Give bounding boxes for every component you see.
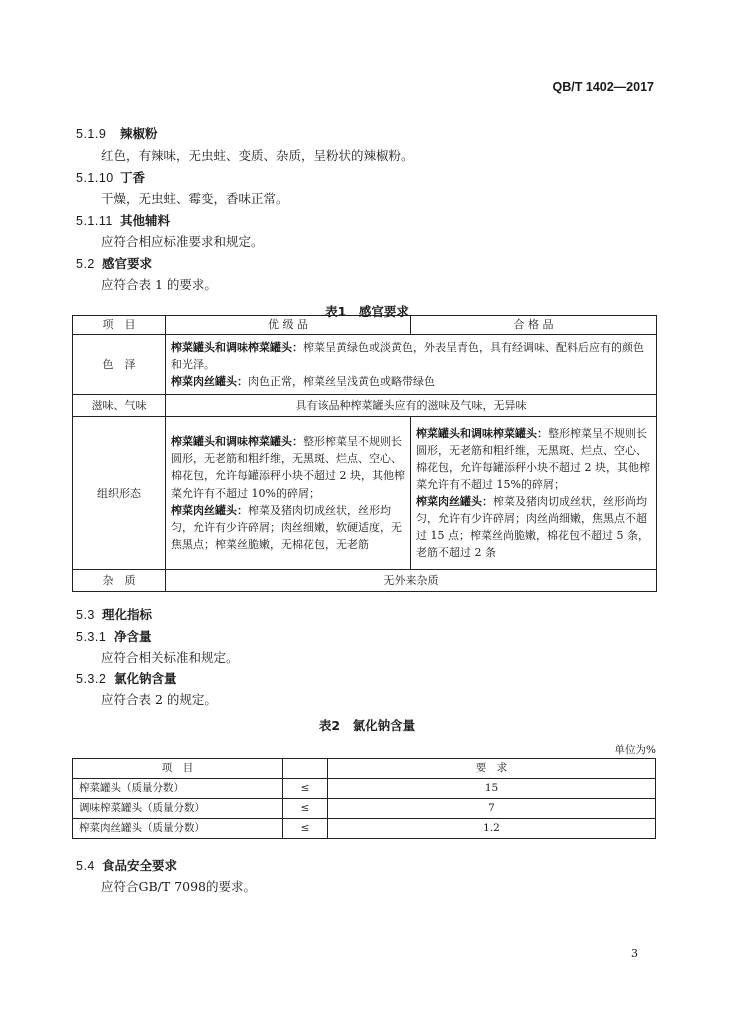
operator-cell: ≤ bbox=[283, 799, 328, 819]
section-number: 5.3 bbox=[76, 608, 95, 622]
product-type-label: 榨菜肉丝罐头： bbox=[171, 503, 248, 517]
header-spacer bbox=[283, 759, 328, 779]
description-text: 整形榨菜呈不规则长圆形，无老筋和粗纤维，无黑斑、烂点、空心、棉花包，允许每罐添秤小块不超过 2 块，其他榨菜允许有不超过 15%的碎屑； bbox=[416, 426, 650, 491]
description-text: 整形榨菜呈不规则长圆形，无老筋和粗纤维，无黑斑、烂点、空心、棉花包，允许每罐添秤小块不超过 2 块，其他榨菜允许有不超过 10%的碎屑； bbox=[171, 435, 405, 500]
impurity-description: 无外来杂质 bbox=[166, 570, 657, 592]
item-cell: 榨菜肉丝罐头（质量分数） bbox=[73, 819, 283, 839]
header-premium: 优 级 品 bbox=[166, 316, 411, 335]
section-title: 氯化钠含量 bbox=[114, 671, 177, 686]
section-heading-5-3-2 bbox=[76, 669, 177, 687]
texture-premium bbox=[166, 417, 411, 570]
section-number: 5.3.1 bbox=[76, 630, 107, 644]
header-item: 项 目 bbox=[73, 316, 166, 335]
section-text-5-3-2: 应符合表 2 的规定。 bbox=[101, 692, 217, 707]
standard-code: QB/T 1402—2017 bbox=[552, 80, 654, 94]
section-heading-5-3 bbox=[76, 605, 152, 623]
operator-cell: ≤ bbox=[283, 779, 328, 799]
section-number: 5.1.11 bbox=[76, 214, 113, 228]
section-text-5-1-9: 红色，有辣味，无虫蛀、变质、杂质，呈粉状的辣椒粉。 bbox=[101, 148, 414, 163]
product-type-label: 榨菜肉丝罐头： bbox=[416, 495, 493, 509]
description-text: 榨菜及猪肉切成丝状，丝形尚均匀，允许有少许碎屑；肉丝尚细嫩，焦黑点不超过 15 点；榨菜丝尚脆嫩，棉花包不超过 5 条，老筋不超过 2 条 bbox=[416, 495, 649, 560]
section-title: 辣椒粉 bbox=[120, 126, 158, 141]
table-row bbox=[73, 395, 657, 417]
section-heading-5-1-11 bbox=[76, 211, 170, 229]
section-number: 5.1.10 bbox=[76, 171, 114, 185]
product-type-label: 榨菜罐头和调味榨菜罐头： bbox=[416, 426, 548, 440]
section-title: 感官要求 bbox=[102, 256, 153, 271]
table-row bbox=[73, 417, 657, 570]
header-item: 项 目 bbox=[73, 759, 283, 779]
section-number: 5.2 bbox=[76, 257, 95, 271]
sodium-chloride-table bbox=[72, 758, 656, 839]
section-text-5-4: 应符合GB/T 7098的要求。 bbox=[101, 879, 257, 894]
section-title: 丁香 bbox=[120, 170, 146, 185]
value-cell: 1.2 bbox=[328, 819, 656, 839]
value-cell: 7 bbox=[328, 799, 656, 819]
item-cell: 榨菜罐头（质量分数） bbox=[73, 779, 283, 799]
table-row bbox=[73, 819, 656, 839]
section-heading-5-4 bbox=[76, 856, 177, 874]
section-title: 其他辅料 bbox=[120, 213, 171, 228]
row-label-texture: 组织形态 bbox=[73, 417, 166, 570]
sensory-requirements-table bbox=[72, 315, 657, 592]
section-text-5-1-10: 干燥，无虫蛀、霉变，香味正常。 bbox=[101, 191, 289, 206]
section-title: 食品安全要求 bbox=[102, 858, 178, 873]
description-text: 榨菜及猪肉切成丝状，丝形均匀，允许有少许碎屑；肉丝细嫩，软硬适度，无焦黑点；榨菜丝脆嫩，无棉花包，无老筋 bbox=[171, 503, 402, 551]
description-text: 榨菜呈黄绿色或淡黄色，外表呈青色，具有经调味、配料后应有的颜色和光泽。 bbox=[171, 340, 644, 371]
header-qualified: 合 格 品 bbox=[411, 316, 657, 335]
row-label-impurity: 杂 质 bbox=[73, 570, 166, 592]
section-text-5-3-1: 应符合相关标准和规定。 bbox=[101, 650, 239, 665]
row-label-color: 色 泽 bbox=[73, 335, 166, 395]
section-title: 净含量 bbox=[114, 629, 152, 644]
product-type-label: 榨菜肉丝罐头： bbox=[171, 375, 248, 389]
table2-unit: 单位为% bbox=[614, 744, 656, 756]
table2-caption: 表2 氯化钠含量 bbox=[318, 718, 416, 733]
section-text-5-2: 应符合表 1 的要求。 bbox=[101, 277, 217, 292]
section-title: 理化指标 bbox=[102, 607, 153, 622]
operator-cell: ≤ bbox=[283, 819, 328, 839]
table1-caption: 表1 感官要求 bbox=[325, 304, 409, 319]
section-heading-5-3-1 bbox=[76, 627, 152, 645]
texture-qualified bbox=[411, 417, 657, 570]
section-number: 5.3.2 bbox=[76, 672, 107, 686]
page-number: 3 bbox=[631, 947, 638, 960]
table-header-row bbox=[73, 316, 657, 335]
table-row bbox=[73, 570, 657, 592]
table-header-row bbox=[73, 759, 656, 779]
description-text: 肉色正常，榨菜丝呈浅黄色或略带绿色 bbox=[248, 375, 435, 389]
section-heading-5-1-9 bbox=[76, 124, 158, 142]
section-heading-5-2 bbox=[76, 254, 152, 272]
product-type-label: 榨菜罐头和调味榨菜罐头： bbox=[171, 435, 303, 449]
product-type-label: 榨菜罐头和调味榨菜罐头： bbox=[171, 340, 303, 354]
table-row bbox=[73, 335, 657, 395]
section-text-5-1-11: 应符合相应标准要求和规定。 bbox=[101, 234, 264, 249]
row-label-taste: 滋味、气味 bbox=[73, 395, 166, 417]
table-row bbox=[73, 799, 656, 819]
header-requirement: 要 求 bbox=[328, 759, 656, 779]
section-number: 5.1.9 bbox=[76, 127, 107, 141]
section-number: 5.4 bbox=[76, 859, 95, 873]
section-heading-5-1-10 bbox=[76, 168, 145, 186]
taste-description: 具有该品种榨菜罐头应有的滋味及气味，无异味 bbox=[166, 395, 657, 417]
item-cell: 调味榨菜罐头（质量分数） bbox=[73, 799, 283, 819]
table-row bbox=[73, 779, 656, 799]
value-cell: 15 bbox=[328, 779, 656, 799]
color-description bbox=[166, 335, 657, 395]
